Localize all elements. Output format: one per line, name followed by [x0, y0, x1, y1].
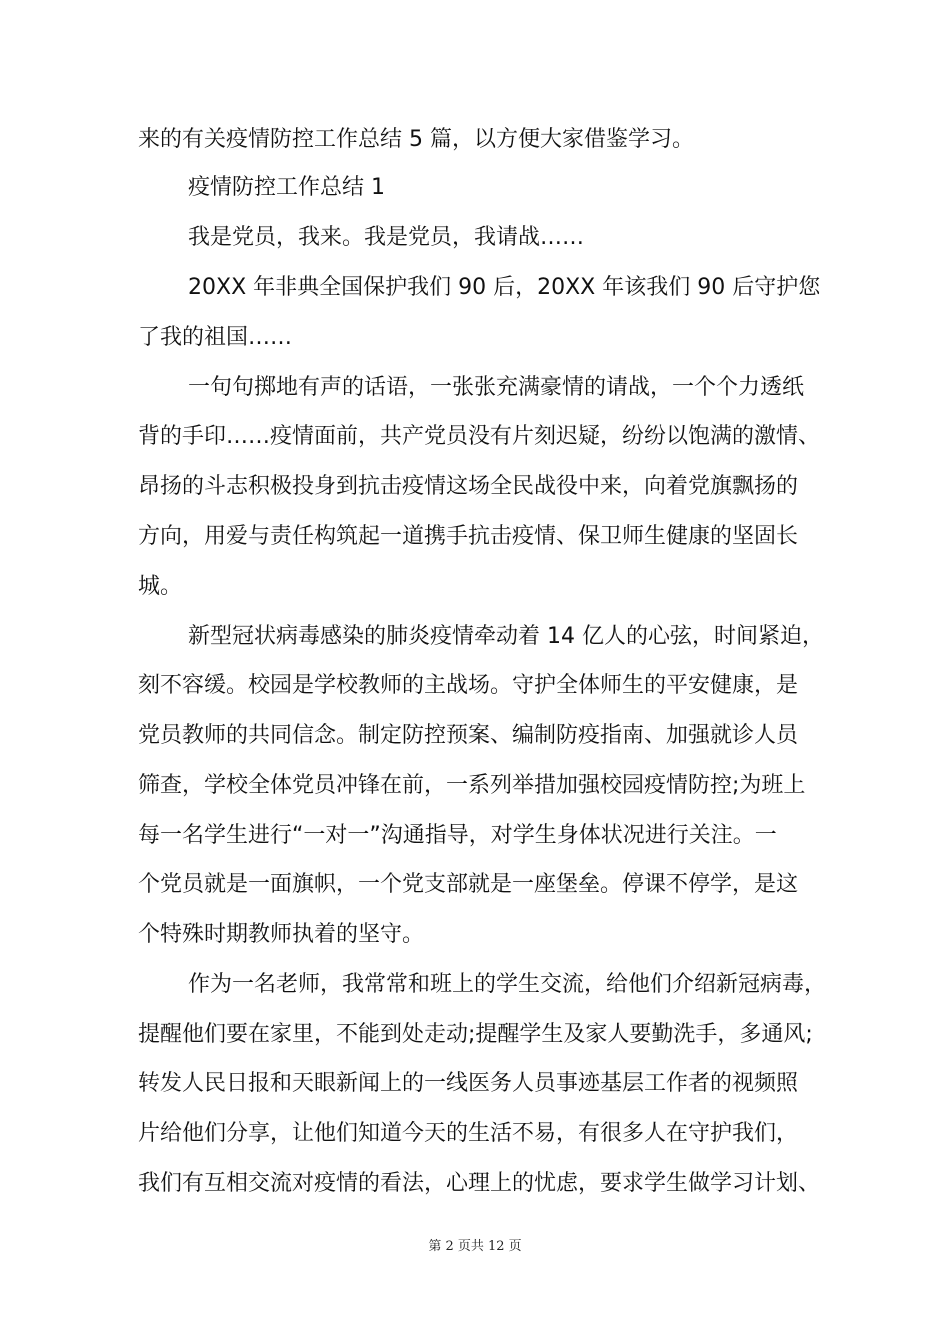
text-line: 党员教师的共同信念。制定防控预案、编制防疫指南、加强就诊人员 — [138, 723, 799, 748]
text-line: 每一名学生进行“一对一”沟通指导，对学生身体状况进行关注。一 — [138, 823, 777, 848]
text-line: 个党员就是一面旗帜，一个党支部就是一座堡垒。停课不停学，是这 — [138, 872, 799, 897]
text-line: 刻不容缓。校园是学校教师的主战场。守护全体师生的平安健康，是 — [138, 673, 799, 698]
text-line: 我们有互相交流对疫情的看法，心理上的忧虑，要求学生做学习计划、 — [138, 1171, 821, 1196]
text-line: 片给他们分享，让他们知道今天的生活不易，有很多人在守护我们， — [138, 1121, 799, 1146]
page-footer: 第 2 页共 12 页 — [428, 1239, 522, 1254]
text-line: 背的手印……疫情面前，共产党员没有片刻迟疑，纷纷以饱满的激情、 — [138, 424, 821, 449]
text-line: 来的有关疫情防控工作总结 5 篇，以方便大家借鉴学习。 — [138, 127, 694, 152]
text-line: 提醒他们要在家里，不能到处走动;提醒学生及家人要勤洗手，多通风; — [138, 1022, 813, 1047]
text-line: 方向，用爱与责任构筑起一道携手抗击疫情、保卫师生健康的坚固长 — [138, 524, 799, 549]
text-line: 20XX 年非典全国保护我们 90 后，20XX 年该我们 90 后守护您 — [188, 275, 821, 300]
text-line: 转发人民日报和天眼新闻上的一线医务人员事迹基层工作者的视频照 — [138, 1071, 799, 1096]
section-heading: 疫情防控工作总结 1 — [188, 175, 385, 200]
text-line: 了我的祖国…… — [138, 325, 293, 350]
text-line: 城。 — [138, 574, 183, 599]
text-line: 一句句掷地有声的话语，一张张充满豪情的请战，一个个力透纸 — [188, 375, 805, 400]
text-line: 昂扬的斗志积极投身到抗击疫情这场全民战役中来，向着党旗飘扬的 — [138, 474, 799, 499]
text-line: 个特殊时期教师执着的坚守。 — [138, 922, 425, 947]
text-line: 筛查，学校全体党员冲锋在前，一系列举措加强校园疫情防控;为班上 — [138, 773, 806, 798]
text-line: 作为一名老师，我常常和班上的学生交流，给他们介绍新冠病毒， — [188, 972, 827, 997]
text-line: 我是党员，我来。我是党员，我请战…… — [188, 225, 585, 250]
text-line: 新型冠状病毒感染的肺炎疫情牵动着 14 亿人的心弦，时间紧迫， — [188, 624, 824, 649]
